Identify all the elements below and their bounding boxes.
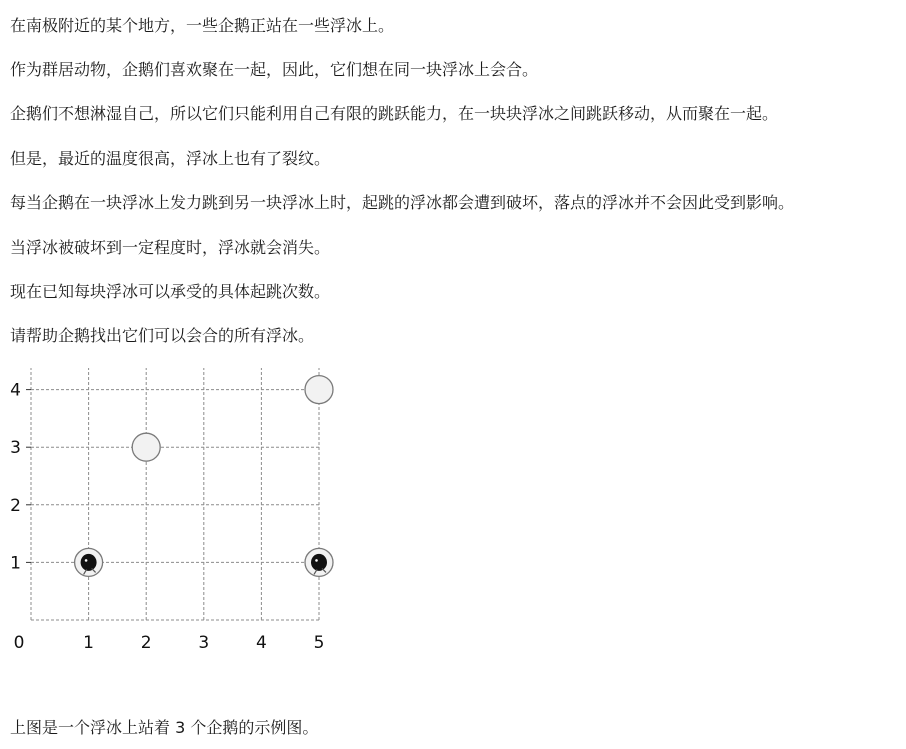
paragraph-3: 企鹅们不想淋湿自己，所以它们只能利用自己有限的跳跃能力，在一块块浮冰之间跳跃移动，从而聚在一起。 [10,104,779,123]
paragraph-8: 请帮助企鹅找出它们可以会合的所有浮冰。 [10,326,315,345]
paragraph-4: 但是，最近的温度很高，浮冰上也有了裂纹。 [10,149,331,168]
x-tick-label: 0 [13,633,25,653]
paragraph-1: 在南极附近的某个地方，一些企鹅正站在一些浮冰上。 [10,16,395,35]
figure-caption: 上图是一个浮冰上站着 3 个企鹅的示例图。 [10,718,319,737]
paragraph-6: 当浮冰被破坏到一定程度时，浮冰就会消失。 [10,238,331,257]
x-tick-label: 3 [198,633,210,653]
axis-ticks [10,368,324,653]
paragraph-7: 现在已知每块浮冰可以承受的具体起跳次数。 [10,282,331,301]
y-tick-label: 4 [10,380,21,401]
paragraph-5: 每当企鹅在一块浮冰上发力跳到另一块浮冰上时，起跳的浮冰都会遭到破坏，落点的浮冰并不会因此受到影响。 [10,193,795,212]
ice-floe-grid-figure [0,368,360,708]
ice-floe-with-penguin [75,548,103,576]
ice-floe-circle [132,433,160,461]
y-tick-label: 3 [10,438,21,459]
x-tick-label: 1 [83,633,95,653]
grid-lines [31,368,319,620]
x-tick-label: 5 [313,633,325,653]
y-tick-label: 2 [10,495,21,516]
ice-floe [132,433,160,461]
ice-floe [305,376,333,404]
x-tick-label: 4 [255,633,267,653]
x-tick-label: 2 [140,633,152,653]
ice-floe-circle [305,376,333,404]
paragraph-2: 作为群居动物，企鹅们喜欢聚在一起，因此，它们想在同一块浮冰上会合。 [10,60,539,79]
y-tick-label: 1 [10,553,21,574]
ice-floe-with-penguin [305,548,333,576]
